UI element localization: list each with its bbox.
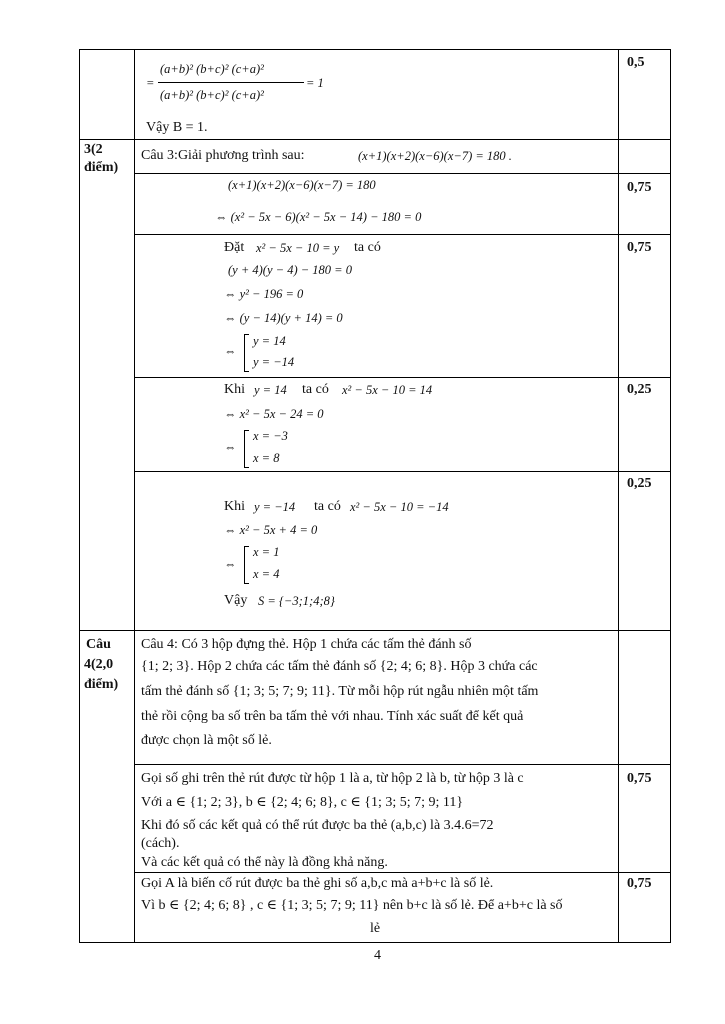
score: 0,75: [627, 180, 652, 195]
table-top-border: [79, 49, 671, 50]
row-divider: [134, 872, 671, 873]
step-equation: ⇔ x² − 5x − 24 = 0: [224, 407, 324, 421]
fraction-tail: = 1: [306, 76, 324, 90]
system-bracket: [244, 430, 249, 468]
case-condition: y = −14: [254, 500, 296, 514]
step-equation: ⇔ x² − 5x + 4 = 0: [224, 523, 318, 537]
page-number: 4: [374, 948, 381, 963]
case-khi: Khi: [224, 382, 245, 397]
case-taco: ta có: [314, 499, 341, 514]
score: 0,75: [627, 876, 652, 891]
conclusion-vay: Vậy: [224, 593, 248, 608]
equivalence-arrow: ⇔: [224, 344, 237, 358]
solution-set: S = {−3;1;4;8}: [258, 594, 335, 608]
row-divider-sec3: [79, 139, 671, 140]
row-divider: [134, 471, 671, 472]
section-label: điểm): [84, 160, 119, 175]
row-divider: [134, 234, 671, 235]
answer-line: (cách).: [141, 836, 180, 851]
answer-line: Gọi số ghi trên thẻ rút được từ hộp 1 là a, từ hộp 2 là b, từ hộp 3 là c: [141, 771, 524, 786]
score: 0,75: [627, 240, 652, 255]
problem-line: Câu 4: Có 3 hộp đựng thẻ. Hộp 1 chứa các tấm thẻ đánh số: [141, 637, 472, 652]
row-divider: [134, 764, 671, 765]
equivalence-arrow: ⇔: [224, 440, 237, 454]
section-label: 3(2: [84, 142, 103, 157]
step-equation: ⇔ (x² − 5x − 6)(x² − 5x − 14) − 180 = 0: [215, 210, 422, 224]
section-label: 4(2,0: [84, 657, 114, 672]
system-line: y = −14: [253, 355, 295, 369]
system-bracket: [244, 334, 249, 372]
table-right-border: [670, 49, 671, 942]
step-equation: (y + 4)(y − 4) − 180 = 0: [228, 263, 352, 277]
section-label: Câu: [86, 637, 111, 652]
step-equation: (x+1)(x+2)(x−6)(x−7) = 180: [228, 178, 376, 192]
conclusion-b: Vậy B = 1.: [146, 120, 208, 135]
row-divider: [134, 377, 671, 378]
table-col1-border: [134, 49, 135, 942]
problem-line: {1; 2; 3}. Hộp 2 chứa các tấm thẻ đánh số {2; 4; 6; 8}. Hộp 3 chứa các: [141, 659, 538, 674]
fraction-bar: [158, 82, 304, 83]
section-label: điểm): [84, 677, 119, 692]
case-khi: Khi: [224, 499, 245, 514]
score: 0,25: [627, 382, 652, 397]
problem-line: thẻ rồi cộng ba số trên ba tấm thẻ với nhau. Tính xác suất để kết quả: [141, 709, 524, 724]
answer-line: Vì b ∈ {2; 4; 6; 8} , c ∈ {1; 3; 5; 7; 9; 11} nên b+c là số lẻ. Để a+b+c là số: [141, 898, 563, 913]
row-divider-sec4: [79, 630, 671, 631]
substitution-intro: Đặt: [224, 240, 245, 255]
answer-line: Khi đó số các kết quả có thể rút được ba thẻ (a,b,c) là 3.4.6=72: [141, 818, 494, 833]
answer-line: Gọi A là biến cố rút được ba thẻ ghi số a,b,c mà a+b+c là số lẻ.: [141, 876, 494, 891]
system-line: x = −3: [253, 429, 288, 443]
system-line: y = 14: [253, 334, 286, 348]
substitution-intro: ta có: [354, 240, 381, 255]
equivalence-arrow: ⇔: [224, 557, 237, 571]
score-prev: 0,5: [627, 55, 645, 70]
system-line: x = 8: [253, 451, 280, 465]
case-equation: x² − 5x − 10 = 14: [342, 383, 433, 397]
problem-equation: (x+1)(x+2)(x−6)(x−7) = 180 .: [358, 149, 512, 163]
system-bracket: [244, 546, 249, 584]
step-equation: ⇔ y² − 196 = 0: [224, 287, 304, 301]
system-line: x = 4: [253, 567, 280, 581]
case-equation: x² − 5x − 10 = −14: [350, 500, 449, 514]
table-left-border: [79, 49, 80, 942]
row-divider: [134, 173, 671, 174]
score: 0,25: [627, 476, 652, 491]
system-line: x = 1: [253, 545, 280, 559]
table-col2-border: [618, 49, 619, 942]
answer-line: Và các kết quả có thể này là đồng khả năng.: [141, 855, 388, 870]
score: 0,75: [627, 771, 652, 786]
answer-line: Với a ∈ {1; 2; 3}, b ∈ {2; 4; 6; 8}, c ∈ {1; 3; 5; 7; 9; 11}: [141, 795, 464, 810]
substitution-equation: x² − 5x − 10 = y: [256, 241, 340, 255]
case-taco: ta có: [302, 382, 329, 397]
step-equation: ⇔ (y − 14)(y + 14) = 0: [224, 311, 343, 325]
answer-line: lẻ: [370, 921, 381, 936]
case-condition: y = 14: [254, 383, 287, 397]
fraction-lead: =: [146, 76, 155, 90]
fraction-numerator: (a+b)² (b+c)² (c+a)²: [160, 62, 264, 76]
problem-statement: Câu 3:Giải phương trình sau:: [141, 148, 305, 163]
fraction-denominator: (a+b)² (b+c)² (c+a)²: [160, 88, 264, 102]
table-bottom-border: [79, 942, 671, 943]
problem-line: tấm thẻ đánh số {1; 3; 5; 7; 9; 11}. Từ mỗi hộp rút ngẫu nhiên một tấm: [141, 684, 539, 699]
problem-line: được chọn là một số lẻ.: [141, 733, 272, 748]
